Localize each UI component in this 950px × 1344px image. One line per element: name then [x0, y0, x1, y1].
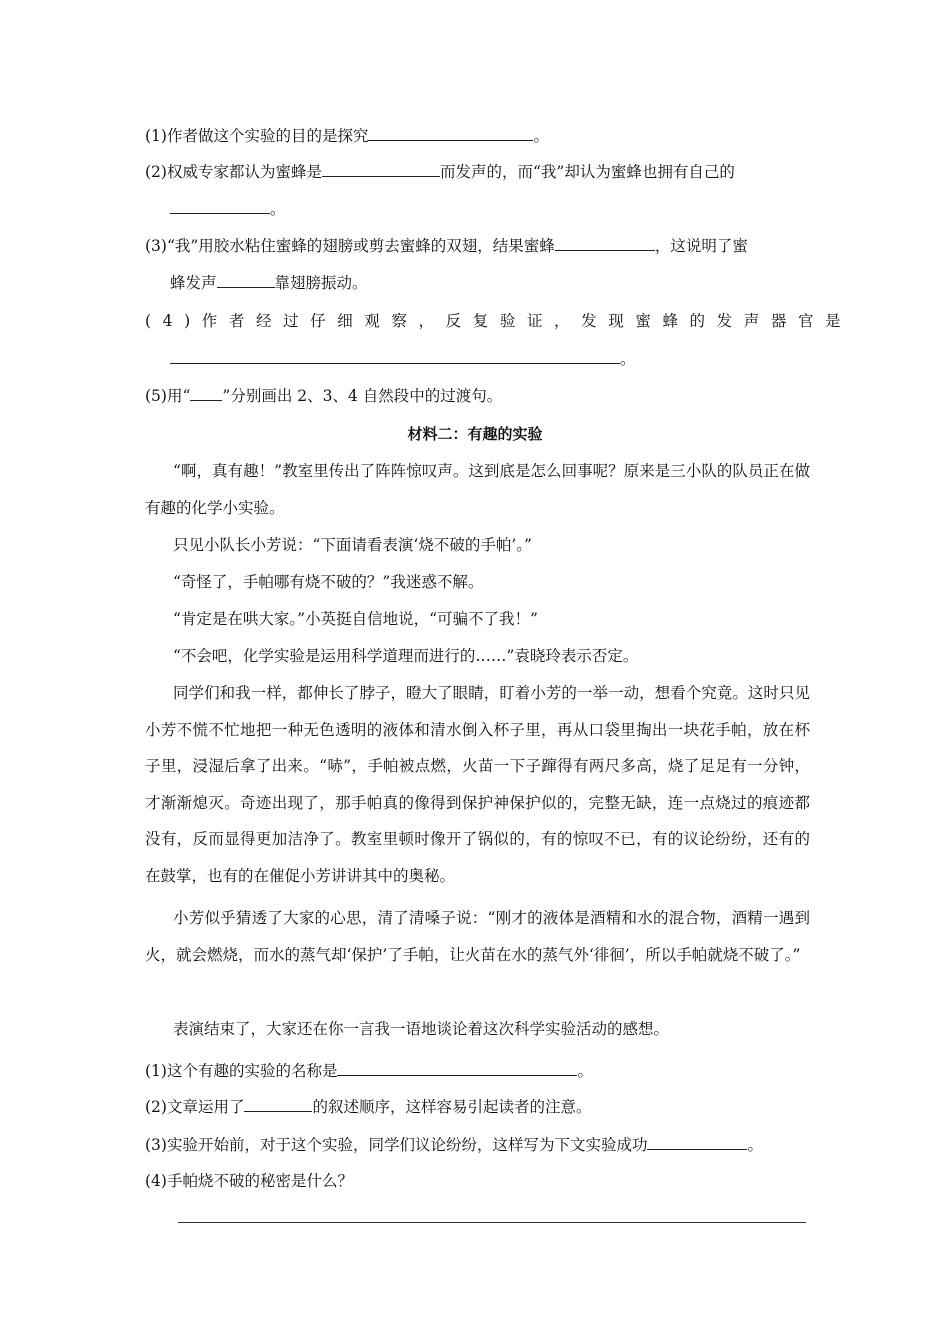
p1-q3-mid: ，这说明了蜜 [654, 237, 748, 255]
p2-q3-suffix: 。 [747, 1136, 763, 1154]
story-paragraph-8 [145, 1011, 810, 1048]
p1-q1-answer-blank[interactable] [368, 124, 533, 141]
story-paragraph-6-text: 同学们和我一样，都伸长了脖子，瞪大了眼睛，盯着小芳的一举一动，想看个究竟。这时只见小芳不慌不忙地把一种无色透明的液体和清水倒入杯子里，再从口袋里掏出一块花手帕，放在杯子里，浸湿后拿了出来。“哧”，手帕被点燃，火苗一下子蹿得有两尺多高，烧了足足有一分钟，才渐渐熄灭。奇迹出现了，那手帕真的像得到保护神保护似的，完整无缺，连一点烧过的痕迹都没有，反而显得更加洁净了。教室里顿时像开了锅似的，有的惊叹不已，有的议论纷纷，还有的在鼓掌，也有的在催促小芳讲讲其中的奥秘。 [145, 684, 810, 885]
p2-question-1 [145, 1059, 810, 1082]
p1-q1-prefix: (1)作者做这个实验的目的是探究 [145, 127, 369, 145]
p2-question-4 [145, 1170, 810, 1192]
p1-q4-answer-blank[interactable] [170, 347, 620, 364]
p2-q1-prefix: (1)这个有趣的实验的名称是 [145, 1062, 338, 1080]
p2-q2-prefix: (2)文章运用了 [145, 1098, 245, 1116]
story-paragraph-7-text: 小芳似乎猜透了大家的心思，清了清嗓子说：“刚才的液体是酒精和水的混合物，酒精一遇到火，就会燃烧，而水的蒸气却‘保护’了手帕，让火苗在水的蒸气外‘徘徊’，所以手帕就烧不破了。” [145, 909, 810, 964]
p1-question-2 [145, 160, 810, 183]
p1-q2-suffix: 。 [270, 200, 286, 218]
p1-q5-underline-sample [190, 384, 222, 401]
p2-q3-answer-blank[interactable] [647, 1133, 747, 1150]
p2-q1-answer-blank[interactable] [337, 1059, 577, 1076]
p1-question-3-cont [170, 271, 810, 294]
p1-q3-answer-blank-2[interactable] [217, 271, 275, 288]
p1-q4-suffix: 。 [620, 350, 636, 368]
p1-question-3 [145, 234, 810, 257]
p1-q1-suffix: 。 [533, 127, 549, 145]
story-paragraph-1 [145, 453, 810, 526]
p2-q1-suffix: 。 [577, 1062, 593, 1080]
p1-q4-text: (4)作者经过仔细观察，反复验证，发现蜜蜂的发声器官是 [145, 312, 853, 330]
story-paragraph-5 [145, 638, 810, 675]
p2-q4-answer-line[interactable] [178, 1222, 806, 1223]
p2-q2-answer-blank[interactable] [244, 1095, 312, 1112]
p2-question-2 [145, 1095, 810, 1118]
p1-q5-suffix: ”分别画出 2、3、4 自然段中的过渡句。 [222, 387, 503, 405]
story-paragraph-3-text: “奇怪了，手帕哪有烧不破的？”我迷惑不解。 [173, 573, 484, 591]
p1-q3-line2-prefix: 蜂发声 [170, 274, 217, 292]
p1-q2-prefix: (2)权威专家都认为蜜蜂是 [145, 163, 322, 181]
story-paragraph-6 [145, 675, 810, 894]
story-paragraph-3 [145, 564, 810, 601]
p1-q5-prefix: (5)用“ [145, 387, 191, 405]
p2-q2-suffix: 的叙述顺序，这样容易引起读者的注意。 [312, 1098, 592, 1116]
p2-q3-prefix: (3)实验开始前，对于这个实验，同学们议论纷纷，这样写为下文实验成功 [145, 1136, 648, 1154]
p2-q4-text: (4)手帕烧不破的秘密是什么？ [145, 1172, 353, 1190]
p1-q2-answer-blank-2[interactable] [170, 197, 270, 214]
p1-q3-answer-blank-1[interactable] [555, 234, 655, 251]
story-paragraph-7 [145, 900, 810, 973]
p1-q3-prefix: (3)“我”用胶水粘住蜜蜂的翅膀或剪去蜜蜂的双翅，结果蜜蜂 [145, 237, 555, 255]
p1-question-5 [145, 384, 810, 407]
story-paragraph-4 [145, 601, 810, 638]
story-paragraph-2 [145, 527, 810, 564]
p1-question-1 [145, 124, 810, 147]
story-paragraph-5-text: “不会吧，化学实验是运用科学道理而进行的……”袁晓玲表示否定。 [173, 647, 639, 665]
p1-question-4-cont [170, 347, 810, 370]
story-paragraph-2-text: 只见小队长小芳说：“下面请看表演‘烧不破的手帕’。” [173, 536, 532, 554]
p1-q3-line2-suffix: 靠翅膀振动。 [274, 274, 368, 292]
p1-q2-mid: 而发声的，而“我”却认为蜜蜂也拥有自己的 [439, 163, 735, 181]
p1-q2-answer-blank-1[interactable] [322, 160, 440, 177]
p1-question-4 [145, 310, 853, 332]
story-paragraph-1-text: “啊，真有趣！”教室里传出了阵阵惊叹声。这到底是怎么回事呢？原来是三小队的队员正在做有趣的化学小实验。 [145, 462, 810, 517]
story-paragraph-4-text: “肯定是在哄大家。”小英挺自信地说，“可骗不了我！” [173, 610, 538, 628]
material-two-title: 材料二：有趣的实验 [407, 425, 543, 443]
p2-question-3 [145, 1133, 810, 1156]
p1-question-2-cont [170, 197, 810, 220]
story-paragraph-8-text: 表演结束了，大家还在你一言我一语地谈论着这次科学实验活动的感想。 [173, 1020, 670, 1038]
